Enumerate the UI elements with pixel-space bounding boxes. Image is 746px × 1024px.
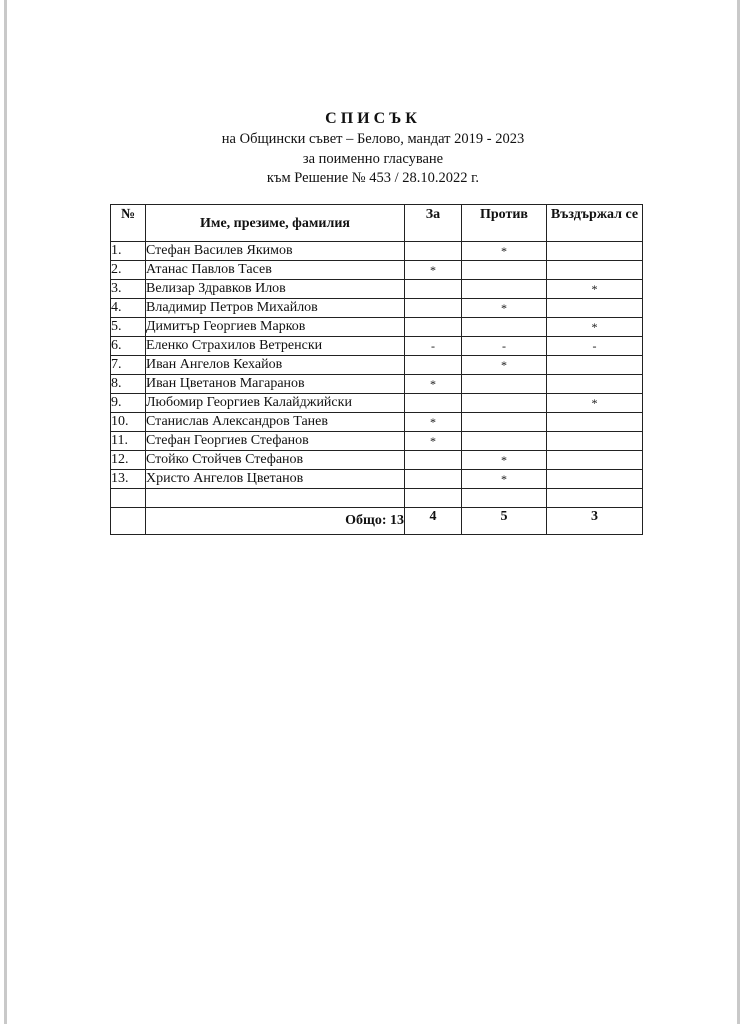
vote-against: [462, 261, 547, 280]
total-row: [111, 508, 643, 535]
vote-against: [462, 318, 547, 337]
row-number: 9.: [111, 394, 146, 413]
total-against: 5: [462, 508, 547, 535]
empty-cell: [111, 489, 146, 508]
row-number: 1.: [111, 242, 146, 261]
vote-abstained: *: [547, 280, 643, 299]
member-name: Атанас Павлов Тасев: [146, 261, 405, 280]
vote-for: *: [405, 432, 462, 451]
total-abstained: 3: [547, 508, 643, 535]
row-number: 4.: [111, 299, 146, 318]
table-row: [111, 394, 643, 413]
table-row-empty: [111, 489, 643, 508]
vote-against: *: [462, 242, 547, 261]
vote-for: [405, 451, 462, 470]
vote-against: [462, 432, 547, 451]
table-row: [111, 299, 643, 318]
vote-abstained: [547, 451, 643, 470]
member-name: Иван Ангелов Кехайов: [146, 356, 405, 375]
total-label: Общо: 13: [146, 508, 405, 535]
vote-abstained: -: [547, 337, 643, 356]
table-row: [111, 432, 643, 451]
row-number: 2.: [111, 261, 146, 280]
row-number: 13.: [111, 470, 146, 489]
vote-for: [405, 280, 462, 299]
table-row: [111, 451, 643, 470]
document-subtitle-decision: към Решение № 453 / 28.10.2022 г.: [266, 170, 480, 186]
member-name: Димитър Георгиев Марков: [146, 318, 405, 337]
header-name: Име, презиме, фамилия: [146, 205, 405, 242]
empty-cell: [405, 489, 462, 508]
member-name: Христо Ангелов Цветанов: [146, 470, 405, 489]
vote-for: [405, 356, 462, 375]
row-number: 10.: [111, 413, 146, 432]
vote-against: *: [462, 470, 547, 489]
vote-abstained: [547, 356, 643, 375]
table-row: [111, 470, 643, 489]
empty-cell: [462, 489, 547, 508]
vote-for: [405, 299, 462, 318]
vote-table-body: [111, 242, 643, 535]
vote-for: *: [405, 375, 462, 394]
vote-abstained: [547, 299, 643, 318]
row-number: 11.: [111, 432, 146, 451]
vote-for: *: [405, 261, 462, 280]
row-number: 3.: [111, 280, 146, 299]
vote-against: [462, 280, 547, 299]
vote-against: [462, 375, 547, 394]
empty-cell: [547, 489, 643, 508]
vote-abstained: [547, 432, 643, 451]
table-row: [111, 318, 643, 337]
row-number: 6.: [111, 337, 146, 356]
vote-against: *: [462, 299, 547, 318]
vote-abstained: [547, 375, 643, 394]
total-for: 4: [405, 508, 462, 535]
member-name: Стефан Георгиев Стефанов: [146, 432, 405, 451]
document-subtitle-vote-type: за поименно гласуване: [302, 151, 444, 167]
document-title: СПИСЪК: [325, 110, 421, 127]
table-row: [111, 337, 643, 356]
vote-for: -: [405, 337, 462, 356]
table-row: [111, 375, 643, 394]
vote-for: *: [405, 413, 462, 432]
row-number: 12.: [111, 451, 146, 470]
vote-abstained: [547, 261, 643, 280]
vote-abstained: *: [547, 318, 643, 337]
vote-against: *: [462, 356, 547, 375]
table-row: [111, 356, 643, 375]
header-abstained: Въздържал се: [547, 205, 643, 242]
vote-against: [462, 413, 547, 432]
vote-for: [405, 242, 462, 261]
vote-for: [405, 318, 462, 337]
member-name: Станислав Александров Танев: [146, 413, 405, 432]
table-row: [111, 261, 643, 280]
member-name: Стефан Василев Якимов: [146, 242, 405, 261]
vote-for: [405, 394, 462, 413]
document-subtitle-council: на Общински съвет – Белово, мандат 2019 - 2023: [221, 131, 525, 147]
vote-against: -: [462, 337, 547, 356]
table-row: [111, 242, 643, 261]
empty-cell: [146, 489, 405, 508]
vote-abstained: *: [547, 394, 643, 413]
vote-abstained: [547, 242, 643, 261]
member-name: Владимир Петров Михайлов: [146, 299, 405, 318]
vote-against: *: [462, 451, 547, 470]
vote-table-header-row: [111, 205, 643, 242]
row-number: 5.: [111, 318, 146, 337]
vote-against: [462, 394, 547, 413]
vote-abstained: [547, 470, 643, 489]
row-number: 7.: [111, 356, 146, 375]
vote-table: [110, 204, 643, 535]
vote-abstained: [547, 413, 643, 432]
member-name: Иван Цветанов Магаранов: [146, 375, 405, 394]
member-name: Любомир Георгиев Калайджийски: [146, 394, 405, 413]
header-against: Против: [462, 205, 547, 242]
header-number: №: [111, 205, 146, 242]
member-name: Стойко Стойчев Стефанов: [146, 451, 405, 470]
vote-for: [405, 470, 462, 489]
table-row: [111, 413, 643, 432]
row-number: 8.: [111, 375, 146, 394]
member-name: Еленко Страхилов Ветренски: [146, 337, 405, 356]
table-row: [111, 280, 643, 299]
total-empty-cell: [111, 508, 146, 535]
header-for: За: [405, 205, 462, 242]
member-name: Велизар Здравков Илов: [146, 280, 405, 299]
